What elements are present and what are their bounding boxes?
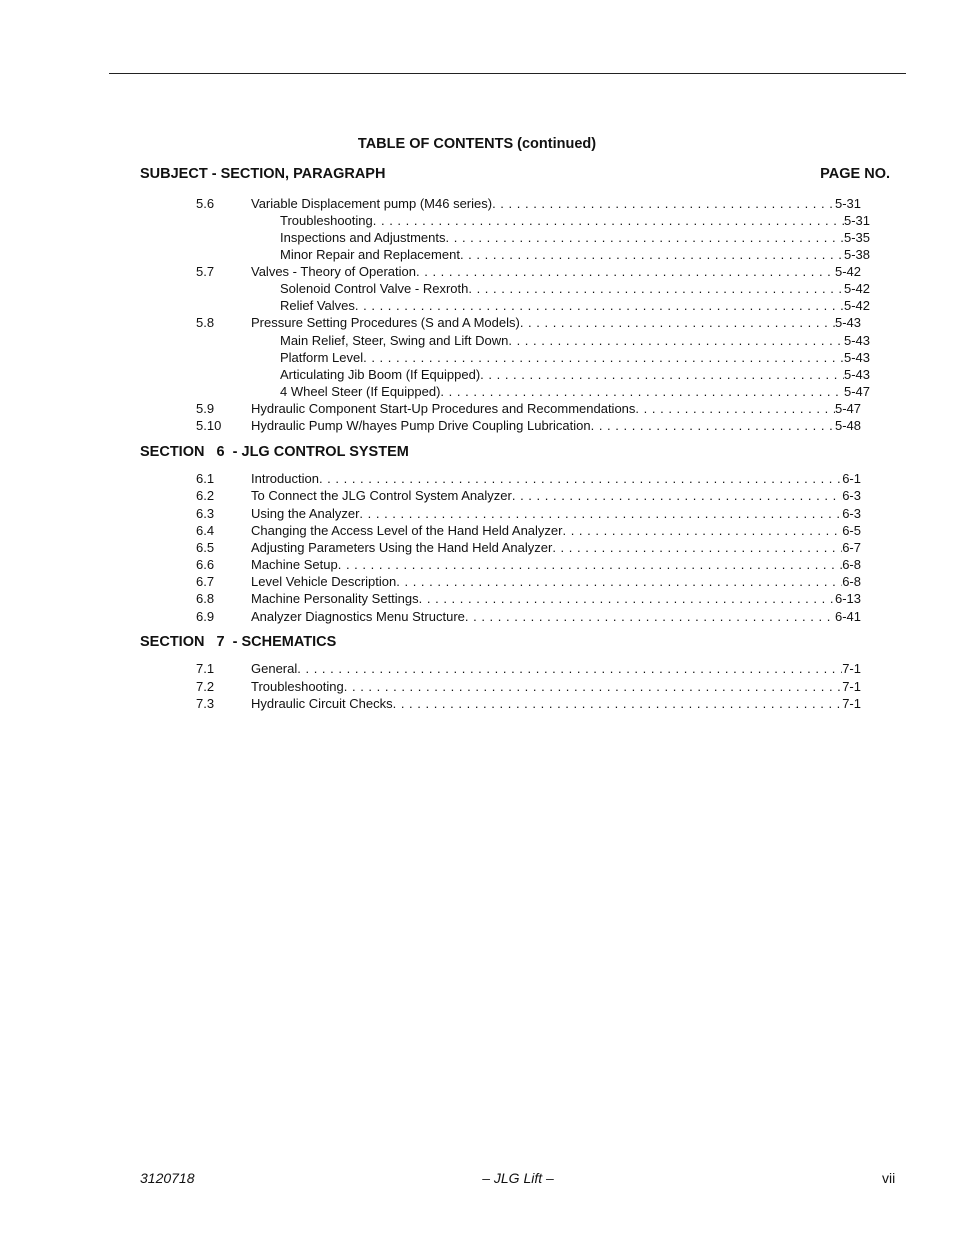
- toc-entry-title: Platform Level: [280, 350, 364, 365]
- toc-entry-number: 5.10: [196, 418, 222, 433]
- dot-leader: [492, 195, 835, 212]
- toc-entry-title: Troubleshooting: [280, 213, 373, 228]
- toc-entry-title: Adjusting Parameters Using the Hand Held Analyzer: [251, 540, 553, 555]
- dot-leader: [512, 487, 842, 504]
- toc-entry-number: 6.5: [196, 540, 215, 555]
- toc-entry-title: Solenoid Control Valve - Rexroth: [280, 281, 469, 296]
- dot-leader: [373, 212, 844, 229]
- dot-leader: [591, 417, 835, 434]
- toc-entry-page: 6-3: [842, 506, 861, 521]
- toc-entry-title: Main Relief, Steer, Swing and Lift Down: [280, 333, 509, 348]
- page-number: vii: [882, 1170, 896, 1186]
- toc-entry-title: Using the Analyzer: [251, 506, 360, 521]
- toc-entry-page: 5-48: [834, 418, 861, 433]
- section-7-heading[interactable]: SECTION 7 - SCHEMATICS: [140, 634, 337, 650]
- toc-entry-page: 7-1: [842, 696, 861, 711]
- toc-entry-page: 7-1: [842, 661, 861, 676]
- toc-entry-title: Changing the Access Level of the Hand Held Analyzer: [251, 523, 563, 538]
- toc-entry-page: 5-47: [834, 401, 861, 416]
- toc-entry-title: Variable Displacement pump (M46 series): [251, 196, 493, 211]
- toc-entry-page: 6-41: [834, 609, 861, 624]
- toc-entry-page: 5-38: [843, 247, 870, 262]
- dot-leader: [520, 314, 835, 331]
- toc-entry-title: To Connect the JLG Control System Analyzer: [251, 488, 512, 503]
- toc-entry-page: 6-5: [842, 523, 861, 538]
- dot-leader: [460, 246, 844, 263]
- dot-leader: [344, 678, 842, 695]
- subject-column-header: SUBJECT - SECTION, PARAGRAPH: [140, 166, 386, 182]
- toc-entry-page: 7-1: [842, 679, 861, 694]
- dot-leader: [419, 590, 835, 607]
- dot-leader: [363, 349, 844, 366]
- dot-leader: [468, 280, 844, 297]
- toc-entry-title: General: [251, 661, 298, 676]
- toc-entry-page: 5-31: [834, 196, 861, 211]
- dot-leader: [396, 573, 842, 590]
- dot-leader: [440, 383, 844, 400]
- dot-leader: [416, 263, 835, 280]
- toc-entry-title: Level Vehicle Description: [251, 574, 397, 589]
- toc-entry-title: Minor Repair and Replacement: [280, 247, 460, 262]
- dot-leader: [508, 332, 844, 349]
- toc-entry-title: Introduction: [251, 471, 319, 486]
- toc-entry-page: 6-8: [842, 557, 861, 572]
- dot-leader: [446, 229, 844, 246]
- toc-entry-page: 6-3: [842, 488, 861, 503]
- toc-entry-page: 5-43: [843, 350, 870, 365]
- toc-entry-page: 5-43: [843, 367, 870, 382]
- dot-leader: [359, 505, 842, 522]
- toc-entry-title: Hydraulic Component Start-Up Procedures and Recommendations: [251, 401, 636, 416]
- page-title: TABLE OF CONTENTS (continued): [357, 136, 597, 152]
- toc-entry-page: 5-35: [843, 230, 870, 245]
- dot-leader: [465, 608, 835, 625]
- dot-leader: [338, 556, 842, 573]
- toc-entry-number: 7.2: [196, 679, 215, 694]
- dot-leader: [297, 660, 842, 677]
- toc-entry-number: 5.7: [196, 264, 215, 279]
- toc-entry-number: 6.1: [196, 471, 215, 486]
- toc-entry-number: 5.8: [196, 315, 215, 330]
- toc-entry-page: 6-8: [842, 574, 861, 589]
- dot-leader: [393, 695, 843, 712]
- toc-entry-number: 6.7: [196, 574, 215, 589]
- dot-leader: [480, 366, 844, 383]
- toc-entry-number: 6.3: [196, 506, 215, 521]
- toc-entry-title: Relief Valves: [280, 298, 355, 313]
- toc-entry-title: Inspections and Adjustments: [280, 230, 446, 245]
- dot-leader: [319, 470, 842, 487]
- toc-entry-number: 6.2: [196, 488, 215, 503]
- toc-entry-title: Valves - Theory of Operation: [251, 264, 416, 279]
- toc-entry-page: 5-43: [834, 315, 861, 330]
- dot-leader: [552, 539, 842, 556]
- toc-entry-title: Articulating Jib Boom (If Equipped): [280, 367, 481, 382]
- toc-entry-title: Hydraulic Circuit Checks: [251, 696, 393, 711]
- toc-entry-title: Analyzer Diagnostics Menu Structure: [251, 609, 465, 624]
- footer-brand: – JLG Lift –: [482, 1170, 554, 1186]
- toc-entry-number: 7.3: [196, 696, 215, 711]
- toc-entry-title: Troubleshooting: [251, 679, 344, 694]
- toc-entry-page: 5-42: [843, 281, 870, 296]
- toc-entry-title: Pressure Setting Procedures (S and A Models): [251, 315, 520, 330]
- toc-entry-number: 6.9: [196, 609, 215, 624]
- toc-entry-page: 6-13: [834, 591, 861, 606]
- toc-entry-number: 6.8: [196, 591, 215, 606]
- toc-entry-title: 4 Wheel Steer (If Equipped): [280, 384, 441, 399]
- document-number: 3120718: [140, 1170, 195, 1186]
- dot-leader: [355, 297, 844, 314]
- toc-entry-title: Machine Setup: [251, 557, 338, 572]
- toc-entry-number: 6.4: [196, 523, 215, 538]
- toc-entry-number: 6.6: [196, 557, 215, 572]
- dot-leader: [562, 522, 842, 539]
- toc-entry-title: Hydraulic Pump W/hayes Pump Drive Coupling Lubrication: [251, 418, 591, 433]
- dot-leader: [635, 400, 835, 417]
- toc-entry-page: 5-31: [843, 213, 870, 228]
- page-number-column-header: PAGE NO.: [820, 166, 890, 182]
- toc-entry-number: 5.6: [196, 196, 215, 211]
- toc-entry-number: 7.1: [196, 661, 215, 676]
- header-rule: [109, 73, 906, 74]
- toc-entry-page: 6-1: [842, 471, 861, 486]
- toc-entry-page: 5-42: [843, 298, 870, 313]
- section-6-heading[interactable]: SECTION 6 - JLG CONTROL SYSTEM: [140, 444, 409, 460]
- toc-entry-page: 5-43: [843, 333, 870, 348]
- toc-entry-page: 6-7: [842, 540, 861, 555]
- toc-entry-page: 5-42: [834, 264, 861, 279]
- toc-entry-number: 5.9: [196, 401, 215, 416]
- toc-entry-page: 5-47: [843, 384, 870, 399]
- toc-entry-title: Machine Personality Settings: [251, 591, 419, 606]
